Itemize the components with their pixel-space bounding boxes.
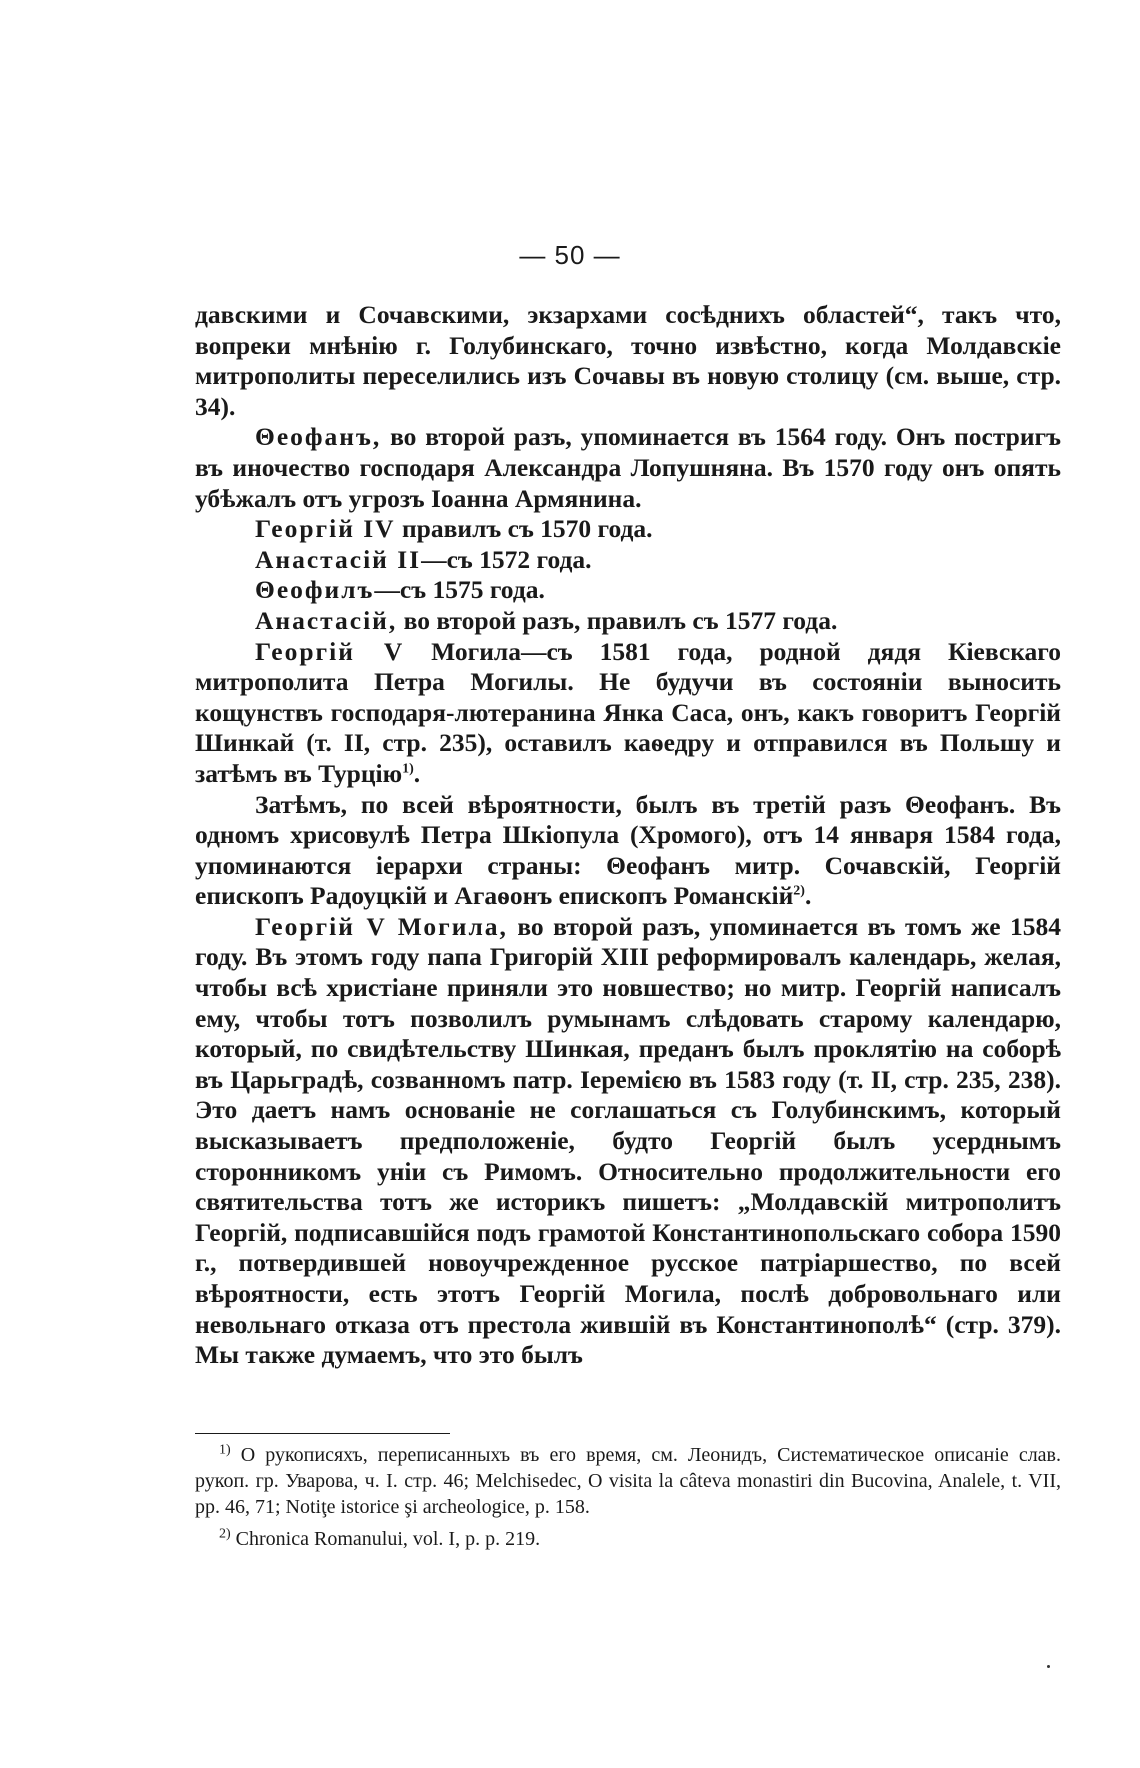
paragraph-lead: Θеофанъ, [255,422,382,452]
footnote-divider [195,1433,450,1434]
print-speck [1047,1665,1050,1668]
paragraph-tail: . [804,881,812,911]
paragraph-lead: Анастасій, [255,605,398,635]
footnotes [195,1442,1061,1558]
paragraph-text: —съ 1572 года. [421,544,592,574]
footnote-text: О рукописяхъ, переписанныхъ въ его время, см. Леонидъ, Систематическое описаніе слав. рукоп. гр. Уварова, ч. I. стр. 46; Melchisedec, O visita la câteva monastiri din Bucovina, Analele, t. VII, pp. 46, 71; Notiţe istorice şi archeologice, p. 158. [195,1444,1061,1518]
footnote-ref[interactable]: 1) [402,761,414,777]
footnote-mark: 2) [219,1526,231,1542]
paragraph [195,514,1061,545]
paragraph-text: —съ 1575 года. [374,575,545,605]
paragraph-lead: Георгій V Могила, [255,911,508,941]
footnote-text: Chronica Romanului, vol. I, p. p. 219. [230,1528,541,1550]
paragraph [195,300,1061,422]
body-text [195,300,1061,1371]
paragraph [195,545,1061,576]
page-number: — 50 — [519,240,621,270]
paragraph [195,606,1061,637]
paragraph [195,637,1061,790]
paragraph [195,575,1061,606]
footnote-mark: 1) [219,1442,231,1458]
paragraph-text: во второй разъ, упоминается въ 1564 году. Онъ постригъ въ иночество господаря Александра Лопушняна. Въ 1570 году онъ опять убѣжалъ отъ угрозъ Іоанна Армянина. [195,422,1061,513]
paragraph-lead: Θеофилъ [255,575,375,605]
paragraph-tail: . [413,758,421,788]
paragraph-text: во второй разъ, правилъ съ 1577 года. [397,605,838,635]
footnote [195,1442,1061,1520]
paragraph-lead: Георгій V [255,636,405,666]
paragraph [195,790,1061,912]
paragraph-text: Затѣмъ, по всей вѣроятности, былъ въ третій разъ Θеофанъ. Въ одномъ хрисовулѣ Петра Шкіопула (Хромого), отъ 14 января 1584 года, упоминаются іерархи страны: Θеофанъ митр. Сочавскій, Георгій епископъ Радоуцкій и Агаѳонъ епископъ Романскій [195,789,1061,911]
footnote-ref[interactable]: 2) [793,883,805,899]
footnote [195,1526,1061,1552]
paragraph [195,422,1061,514]
paragraph-text: во второй разъ, упоминается въ томъ же 1584 году. Въ этомъ году папа Григорій XIII реформировалъ календарь, желая, чтобы всѣ христіане приняли это новшество; но митр. Георгій написалъ ему, чтобы тотъ позволилъ румынамъ слѣдовать старому календарю, который, по свидѣтельству Шинкая, преданъ былъ проклятію на соборѣ въ Царьградѣ, созванномъ патр. Іеремією въ 1583 году (т. II, стр. 235, 238). Это даетъ намъ основаніе не соглашаться съ Голубинскимъ, который высказываетъ предположеніе, будто Георгій былъ усерднымъ сторонникомъ уніи съ Римомъ. Относительно продолжительности его святительства тотъ же историкъ пишетъ: „Молдавскій митрополитъ Георгій, подписавшійся подъ грамотой Константинопольскаго собора 1590 г., потвердившей новоучрежденное русское патріаршество, по всей вѣроятности, есть этотъ Георгій Могила, послѣ добровольнаго или невольнаго отказа отъ престола жившій въ Константинополѣ“ (стр. 379). Мы также думаемъ, что это былъ [195,911,1061,1370]
paragraph-text: Могила—съ 1581 года, родной дядя Кіевскаго митрополита Петра Могилы. Не будучи въ состояніи выносить кощунствъ господаря-лютеранина Янка Саса, онъ, какъ говоритъ Георгій Шинкай (т. II, стр. 235), оставилъ каѳедру и отправился въ Польшу и затѣмъ въ Турцію [195,636,1061,788]
paragraph-text: правилъ съ 1570 года. [395,514,653,544]
paragraph-text: давскими и Сочавскими, экзархами сосѣднихъ областей“, такъ что, вопреки мнѣнію г. Голубинскаго, точно извѣстно, когда Молдавскіе митрополиты переселились изъ Сочавы въ новую столицу (см. выше, стр. 34). [195,300,1061,421]
paragraph [195,912,1061,1371]
paragraph-lead: Георгій IV [255,514,396,544]
paragraph-lead: Анастасій II [255,544,422,574]
